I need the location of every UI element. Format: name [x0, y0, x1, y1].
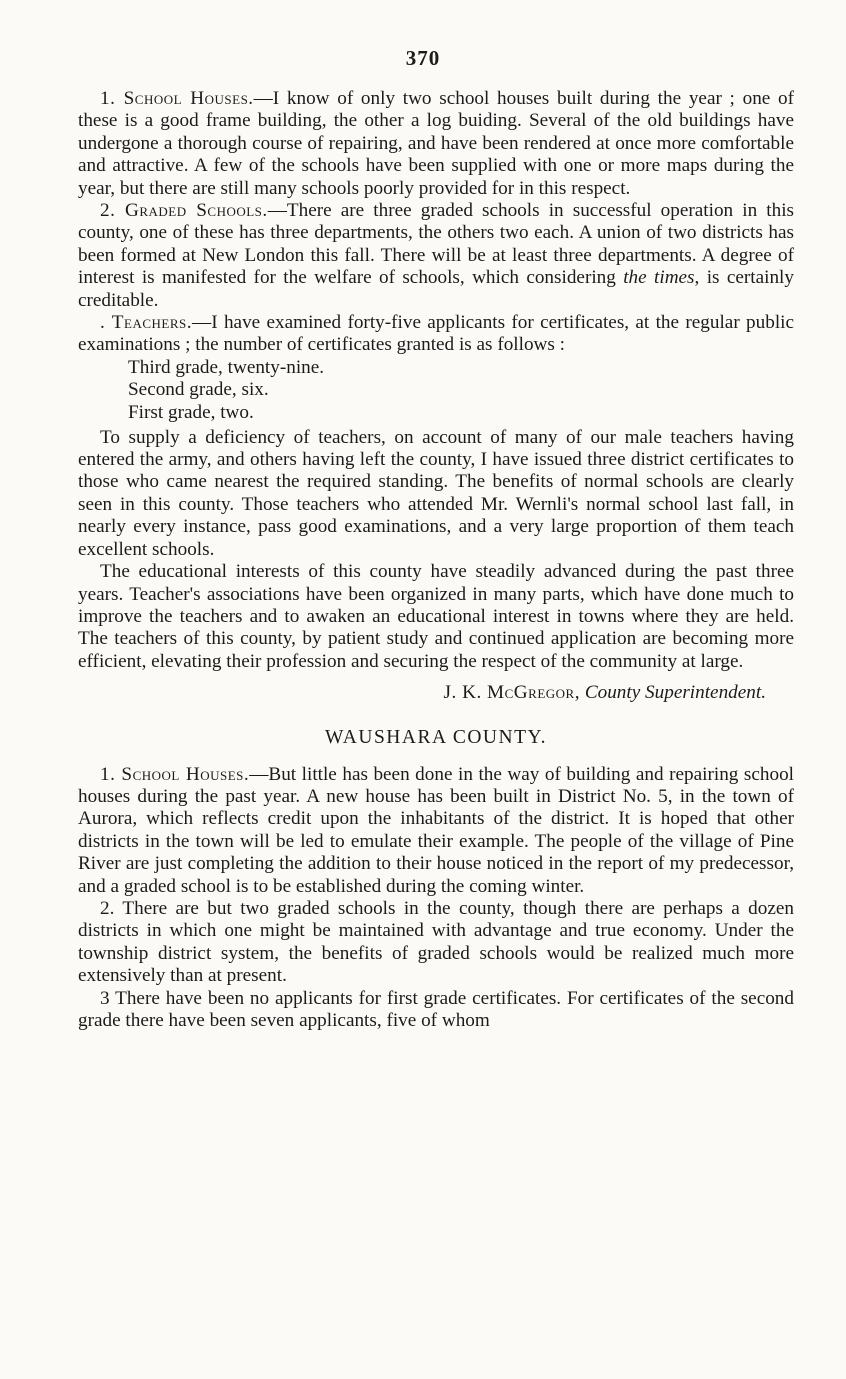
- certificate-item: Third grade, twenty-nine.: [128, 356, 325, 378]
- paragraph-lead: 2. Graded Schools.: [100, 200, 268, 222]
- paragraph-text: —There are three graded schools in successful operation in this county, one of these has three departments, the others two each. A union of two districts has been formed at New London this fall. There will be at least three departments. A degree of interest is manifested for the welfare of schools, which considering: [78, 200, 794, 289]
- signature-title: County Superintendent.: [584, 682, 766, 704]
- paragraph-text: —I have examined forty-five applicants for certificates, at the regular public examinations ; the number of certificates granted is as follows :: [78, 312, 795, 356]
- paragraph-deficiency: To supply a deficiency of teachers, on account of many of our male teachers having entered the army, and others having left the county, I have issued three district certificates to those who came nearest the required standing. The benefits of normal schools are clearly seen in this county. Those teachers who attended Mr. Wernli's normal school last fall, in nearly every instance, pass good examinations, and a very large proportion of them teach excellent schools.: [78, 426, 794, 560]
- paragraph-lead: . Teachers.: [100, 312, 193, 334]
- paragraph-text: —I know of only two school houses built during the year ; one of these is a good frame building, the other a log buiding. Several of the old buildings have undergone a thorough course of repairing, and have been rendered at once more comfortable and attractive. A few of the schools have been supplied with one or more maps during the year, but there are still many schools poorly provided for in this respect.: [78, 88, 794, 199]
- paragraph-school-houses: [78, 88, 794, 200]
- signature-name: J. K. McGregor,: [443, 682, 581, 704]
- certificate-item: Second grade, six.: [128, 379, 269, 401]
- text-column: [78, 88, 794, 1032]
- section-heading: WAUSHARA COUNTY.: [325, 727, 547, 749]
- certificate-item: First grade, two.: [128, 402, 254, 424]
- signature: [78, 681, 794, 705]
- paragraph-waushara-certificates: 3 There have been no applicants for first grade certificates. For certificates of the second grade there have been seven applicants, five of whom: [78, 987, 794, 1031]
- paragraph-lead: 1. School Houses.: [100, 763, 250, 785]
- paragraph-waushara-graded: 2. There are but two graded schools in the county, though there are perhaps a dozen districts in which one might be maintained with advantage and true economy. Under the township district system, the benefits of graded schools would be realized much more extensively than at present.: [78, 897, 794, 987]
- paragraph-waushara-houses: [78, 764, 794, 898]
- certificate-list: [78, 357, 794, 425]
- paragraph-teachers: [78, 312, 794, 357]
- page-number: 370: [405, 46, 441, 70]
- paragraph-educational-interests: The educational interests of this county have steadily advanced during the past three years. Teacher's associations have been organized in many parts, which have done much to improve the teachers and to awaken an educational interest in towns where they are held. The teachers of this county, by patient study and continued application are becoming more efficient, elevating their profession and securing the respect of the community at large.: [78, 561, 794, 672]
- paragraph-graded-schools: [78, 200, 794, 312]
- paragraph-text: , is certainly creditable.: [78, 267, 794, 311]
- paragraph-lead: 1. School Houses.: [100, 88, 254, 109]
- paragraph-text: —But little has been done in the way of building and repairing school houses during the past year. A new house has been built in District No. 5, in the town of Aurora, which reflects credit upon the inhabitants of the district. It is hoped that other districts in the town will be led to emulate their example. The people of the village of Pine River are just completing the addition to their house noticed in the report of my predecessor, and a graded school is to be established during the coming winter.: [78, 763, 794, 897]
- paragraph-emphasis: the times: [623, 267, 695, 289]
